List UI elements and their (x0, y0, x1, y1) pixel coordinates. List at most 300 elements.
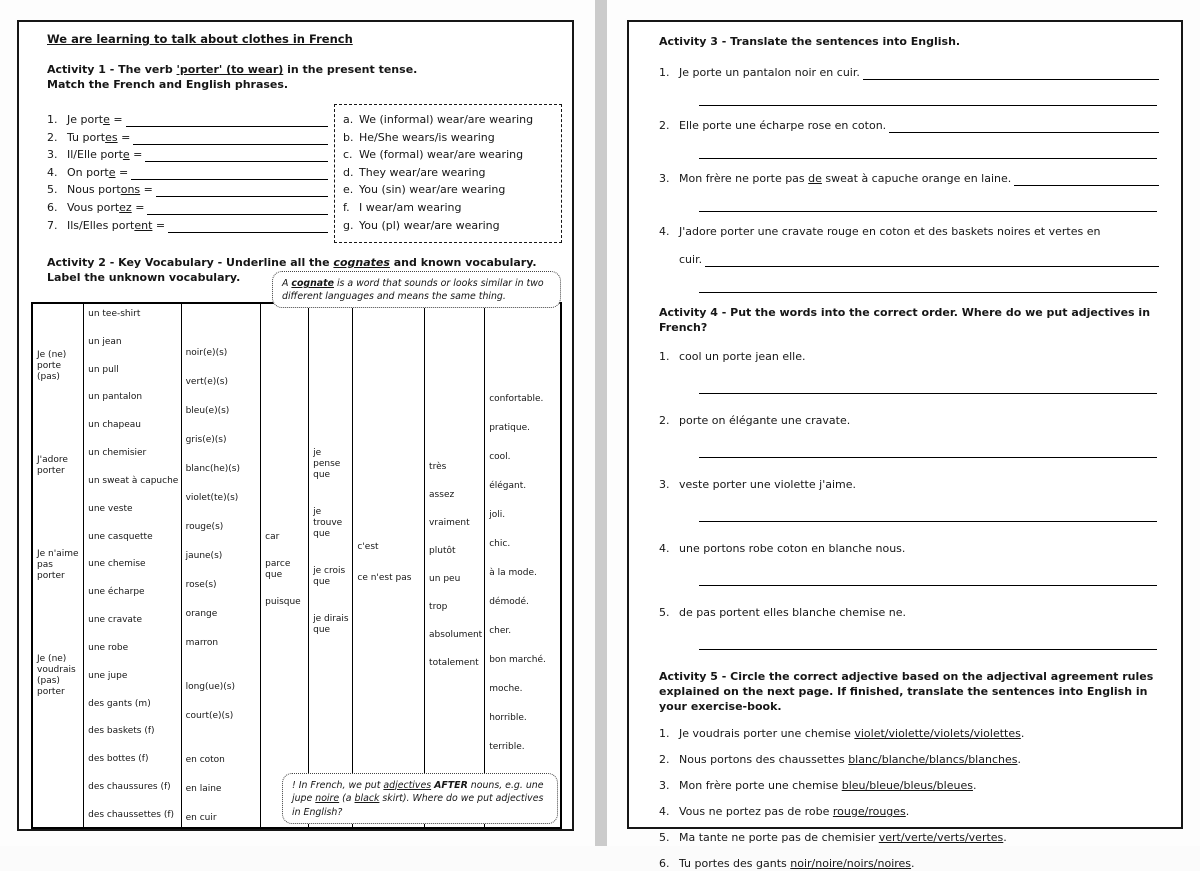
text-segment: We (informal) wear/are wearing (359, 113, 534, 126)
sentence-row (359, 218, 555, 233)
item-number: 3. (659, 478, 670, 491)
text-segment: = (131, 200, 145, 214)
sentence-text (359, 147, 523, 162)
vocab-item: un pantalon (88, 392, 143, 403)
answer-line (705, 254, 1159, 267)
worksheet-item (343, 218, 555, 236)
text-segment: nouns, e.g. une jupe (292, 779, 544, 804)
vocab-item: en cuir (185, 813, 217, 823)
item-number: 3. (659, 172, 670, 185)
sentence-text (67, 182, 153, 197)
item-number: 5. (47, 183, 58, 197)
blank-answer-row (679, 199, 1159, 212)
sentence-row (359, 182, 555, 197)
text-segment: . (905, 805, 910, 818)
vocab-item: une casquette (88, 531, 153, 542)
sentence-row (359, 112, 555, 127)
column-clothing-items (84, 304, 181, 827)
vocab-item: une écharpe (88, 587, 145, 598)
text-segment: cuir. (679, 253, 703, 266)
answer-line (699, 146, 1157, 159)
vocab-item: un chapeau (88, 420, 142, 431)
sentence-text (679, 752, 1021, 767)
text-segment: A (282, 278, 292, 289)
worksheet-item (659, 171, 1159, 212)
vocab-item: J'adore porter (37, 455, 68, 476)
answer-line (699, 445, 1157, 458)
answer-line (699, 509, 1157, 522)
vocab-item: je crois que (313, 566, 346, 587)
vocabulary-table (31, 302, 562, 829)
vocab-item: des baskets (f) (88, 726, 155, 737)
sentence-row (679, 477, 1159, 492)
worksheet-item (659, 118, 1159, 159)
sentence-row (67, 165, 328, 180)
vocab-item: des chaussures (f) (88, 782, 171, 793)
item-number: 1. (47, 113, 58, 126)
vocab-item: à la mode. (489, 568, 537, 578)
vocab-item: des chaussettes (f) (88, 809, 175, 820)
vocab-item: cool. (489, 452, 511, 462)
vocab-item: un peu (429, 574, 461, 584)
text-segment: Activity 1 - The verb (47, 63, 177, 76)
text-segment: You (pl) wear/are wearing (359, 218, 500, 232)
worksheet-item (659, 752, 1159, 767)
vocab-item: démodé. (489, 597, 529, 607)
blank-answer-row (679, 381, 1159, 394)
column-intensifiers (425, 304, 485, 827)
vocab-item: joli. (489, 510, 506, 520)
sentence-text (67, 130, 130, 145)
text-segment: = (109, 113, 123, 126)
text-segment: ons (120, 183, 141, 197)
vocab-item: long(ue)(s) (185, 682, 235, 692)
activity1-heading-line2: Match the French and English phrases. (47, 78, 289, 91)
sentence-text (679, 830, 1007, 845)
text-segment: (a (339, 793, 355, 804)
sentence-text (679, 856, 915, 871)
answer-line (889, 120, 1159, 133)
vocab-item: absolument (429, 630, 483, 640)
text-segment: black (354, 793, 380, 804)
sentence-text (679, 252, 702, 267)
activity1-heading (47, 62, 562, 77)
vocab-item: pratique. (489, 423, 530, 433)
sentence-row (679, 413, 1159, 428)
blank-answer-row (679, 93, 1159, 106)
vocab-item: confortable. (489, 394, 544, 404)
worksheet-page-1 (17, 20, 574, 831)
answer-line (145, 149, 328, 162)
text-segment: . (911, 857, 915, 870)
colour-group (186, 348, 259, 649)
worksheet-item (343, 165, 555, 183)
sentence-text (679, 477, 856, 492)
item-number: e. (343, 183, 354, 197)
text-segment: They wear/are wearing (359, 165, 486, 179)
answer-line (1014, 173, 1159, 186)
text-segment: and known vocabulary. (389, 256, 537, 269)
sentence-text (679, 605, 906, 620)
text-segment: es (105, 130, 118, 144)
worksheet-item (343, 200, 555, 218)
vocab-item: en laine (185, 784, 222, 794)
sentence-row (679, 726, 1159, 741)
vocab-item: une robe (88, 642, 129, 653)
item-number: 3. (659, 779, 670, 792)
column-conjunctions (261, 304, 309, 827)
sentence-text (67, 147, 142, 162)
sentence-text (679, 224, 1100, 239)
vocab-item: un sweat à capuche (88, 475, 179, 486)
sentence-row (679, 752, 1159, 767)
item-number: f. (343, 200, 350, 214)
text-segment: Ma tante ne porte pas de chemisier (679, 831, 879, 844)
text-segment: in the present tense. (283, 63, 418, 76)
sentence-row (679, 171, 1159, 186)
text-segment: veste porter une violette j'aime. (679, 478, 856, 491)
column-pronoun-phrases (33, 304, 84, 827)
text-segment: ez (119, 200, 132, 214)
sentence-row (679, 856, 1159, 871)
sentence-text (679, 778, 976, 793)
vocab-item: horrible. (489, 713, 527, 723)
answer-line (168, 220, 328, 233)
sentence-text (359, 200, 461, 215)
worksheet-item (659, 726, 1159, 741)
sentence-text (67, 218, 165, 233)
text-segment: He/She wears/is wearing (359, 130, 495, 144)
sentence-row (679, 778, 1159, 793)
answer-line (699, 573, 1157, 586)
worksheet-item (343, 112, 555, 130)
item-number: 2. (659, 414, 670, 427)
sentence-row (679, 804, 1159, 819)
vocab-item: moche. (489, 684, 523, 694)
vocab-item: chic. (489, 539, 511, 549)
item-number: 4. (659, 225, 670, 238)
vocab-item: vraiment (429, 518, 470, 528)
text-segment: is a word that sounds or looks similar in two different languages and means the same thing. (282, 278, 544, 302)
text-segment: skirt). Where do we put adjectives in English? (292, 793, 544, 818)
vocab-item: une veste (88, 503, 133, 514)
text-segment: noir/noire/noirs/noires (790, 857, 912, 870)
text-segment: de pas portent elles blanche chemise ne. (679, 606, 906, 619)
activity1-matching-area (47, 100, 562, 243)
sentence-row (679, 349, 1159, 364)
text-segment: adjectives (383, 779, 432, 791)
vocab-item: des bottes (f) (88, 754, 149, 765)
activity4-heading: Activity 4 - Put the words into the correct order. Where do we put adjectives in French? (659, 306, 1151, 334)
answer-line (699, 93, 1157, 106)
item-number: 1. (659, 66, 670, 79)
activity3-heading: Activity 3 - Translate the sentences into English. (659, 35, 961, 48)
vocab-item: ce n'est pas (357, 573, 412, 583)
sentence-text (359, 165, 486, 180)
text-segment: = (140, 183, 153, 197)
activity2-heading (47, 255, 562, 270)
text-segment: = (129, 148, 143, 162)
text-segment: vert/verte/verts/vertes (878, 831, 1004, 844)
activity1-french-list (47, 100, 328, 243)
text-segment: Mon frère ne porte pas (679, 172, 809, 185)
sentence-row (67, 112, 328, 127)
sentence-text (679, 726, 1024, 741)
answer-line (699, 199, 1157, 212)
vocab-item: totalement (429, 658, 479, 668)
vocab-item: car (265, 532, 280, 542)
vocab-item: un jean (88, 336, 122, 347)
vocab-item: orange (185, 609, 218, 619)
item-number: 4. (47, 165, 58, 179)
answer-line (126, 114, 328, 127)
item-number: 5. (659, 606, 670, 619)
worksheet-item (659, 605, 1159, 650)
vocab-item: blanc(he)(s) (185, 464, 240, 474)
item-number: 6. (47, 200, 58, 214)
worksheet-item (659, 541, 1159, 586)
worksheet-item (47, 147, 328, 165)
vocab-item: des gants (m) (88, 698, 151, 709)
vocab-item: puisque (265, 597, 301, 607)
adjective-position-note (282, 773, 558, 825)
text-segment: = (117, 130, 131, 144)
text-segment: cognate (291, 278, 334, 289)
sentence-text (359, 112, 533, 127)
activity5-heading: Activity 5 - Circle the correct adjective based on the adjectival agreement rules explained on the next page. If finished, translate the sentences into English in your exercise-book. (659, 670, 1154, 713)
page-title: We are learning to talk about clothes in French (47, 32, 353, 46)
text-segment: Je port (67, 113, 104, 126)
activity5-items (659, 726, 1159, 871)
column-opinion-openers (309, 304, 353, 827)
text-segment: . (1020, 727, 1025, 740)
vocab-item: court(e)(s) (185, 711, 234, 721)
vocab-item: je pense que (313, 448, 341, 480)
text-segment: sweat à capuche orange en laine. (821, 172, 1012, 185)
item-number: 6. (659, 857, 670, 870)
sentence-text (679, 413, 850, 428)
text-segment: . (1003, 831, 1007, 844)
text-segment: Je voudrais porter une chemise (679, 727, 855, 740)
sentence-row (67, 130, 328, 145)
activity2-section (31, 255, 562, 829)
text-segment: e (122, 148, 130, 162)
blank-answer-row (679, 637, 1159, 650)
sentence-row (679, 830, 1159, 845)
sentence-text (67, 112, 123, 127)
column-adjectives (485, 304, 560, 827)
vocab-item: trop (429, 602, 448, 612)
text-segment: Tu portes des gants (679, 857, 791, 870)
vocab-item: plutôt (429, 546, 456, 556)
vocab-item: gris(e)(s) (185, 435, 227, 445)
worksheet-item (343, 130, 555, 148)
vocab-item: vert(e)(s) (185, 377, 228, 387)
blank-answer-row (679, 445, 1159, 458)
vocab-item: violet(te)(s) (185, 493, 239, 503)
worksheet-item (47, 182, 328, 200)
vocab-item: terrible. (489, 742, 525, 752)
vocab-item: cher. (489, 626, 512, 636)
sentence-row (67, 147, 328, 162)
text-segment: ! In French, we put (292, 779, 384, 791)
blank-answer-row (679, 280, 1159, 293)
sentence-text (67, 165, 128, 180)
sentence-row (67, 218, 328, 233)
worksheet-item (47, 130, 328, 148)
sentence-text (679, 349, 806, 364)
vocab-item: assez (429, 490, 455, 500)
vocab-item: noir(e)(s) (185, 348, 228, 358)
sentence-text (359, 182, 505, 197)
sentence-row (679, 118, 1159, 133)
item-number: b. (343, 130, 354, 144)
sentence-text (359, 218, 500, 233)
answer-line (147, 202, 328, 215)
sentence-row (679, 605, 1159, 620)
answer-line (133, 132, 328, 145)
page-gap-divider (595, 0, 607, 846)
activity3-items (659, 65, 1159, 293)
sentence-row (359, 130, 555, 145)
item-number: 2. (659, 753, 670, 766)
material-group (186, 755, 259, 824)
item-number: a. (343, 113, 354, 126)
sentence-row (679, 65, 1159, 80)
worksheet-item (659, 804, 1159, 819)
item-number: g. (343, 218, 354, 232)
vocab-item: Je (ne) porte (pas) (37, 350, 67, 382)
sentence-row (679, 224, 1159, 239)
item-number: 4. (659, 805, 670, 818)
answer-line (699, 381, 1157, 394)
text-segment: blanc/blanche/blancs/blanches (848, 753, 1018, 766)
text-segment: noire (315, 793, 340, 804)
text-segment: cognates (333, 256, 390, 269)
worksheet-item (47, 112, 328, 130)
text-segment: Nous port (67, 183, 121, 197)
worksheet-item (343, 182, 555, 200)
item-number: 2. (47, 130, 58, 144)
blank-answer-row (679, 146, 1159, 159)
vocab-item: bon marché. (489, 655, 546, 665)
sentence-row (67, 200, 328, 215)
activity2-heading-line2: Label the unknown vocabulary. (47, 271, 241, 284)
text-segment: Je porte un pantalon noir en cuir. (679, 66, 860, 79)
vocab-item: je trouve que (313, 507, 343, 539)
worksheet-item (47, 200, 328, 218)
worksheet-item (47, 218, 328, 236)
text-segment: Nous portons des chaussettes (679, 753, 849, 766)
vocab-item: c'est (357, 542, 379, 552)
worksheet-item (659, 349, 1159, 394)
vocab-item: un tee-shirt (88, 309, 141, 319)
length-group (186, 682, 259, 722)
text-segment: = (152, 218, 166, 232)
text-segment: une portons robe coton en blanche nous. (679, 542, 906, 555)
text-segment: Il/Elle port (67, 148, 123, 162)
blank-answer-row (679, 509, 1159, 522)
item-number: 3. (47, 148, 58, 162)
sentence-row (679, 541, 1159, 556)
vocab-item: très (429, 462, 447, 472)
sentence-row (67, 182, 328, 197)
vocab-item: bleu(e)(s) (185, 406, 230, 416)
item-number: d. (343, 165, 354, 179)
item-number: c. (343, 148, 353, 162)
sentence-text (359, 130, 495, 145)
sentence-text (679, 171, 1011, 186)
activity4-items (659, 349, 1159, 650)
vocab-item: un chemisier (88, 448, 147, 459)
sentence-text (67, 200, 144, 215)
activity1-english-options-box (334, 104, 562, 243)
sentence-text (679, 541, 905, 556)
vocab-item: jaune(s) (185, 551, 223, 561)
text-segment: J'adore porter une cravate rouge en coton et des baskets noires et vertes en (679, 225, 1101, 238)
text-segment: Vous ne portez pas de robe (679, 805, 833, 818)
text-segment: You (sin) wear/are wearing (359, 183, 506, 197)
vocab-item: une chemise (88, 559, 146, 570)
text-segment: porte on élégante une cravate. (679, 414, 851, 427)
answer-line (699, 637, 1157, 650)
text-segment: ent (134, 218, 153, 232)
vocab-item: marron (185, 638, 219, 648)
worksheet-item (659, 224, 1159, 293)
blank-answer-row (679, 573, 1159, 586)
item-number: 5. (659, 831, 670, 844)
sentence-text (679, 804, 909, 819)
vocab-item: une cravate (88, 615, 142, 626)
worksheet-item (659, 65, 1159, 106)
text-segment: Elle porte une écharpe rose en coton. (679, 119, 887, 132)
text-segment: Mon frère porte une chemise (679, 779, 842, 792)
vocab-item: une jupe (88, 670, 128, 681)
text-segment: e (108, 165, 116, 179)
text-segment: . (972, 779, 977, 792)
item-number: 4. (659, 542, 670, 555)
answer-line (156, 184, 328, 197)
sentence-row (359, 165, 555, 180)
vocab-item: je dirais que (313, 614, 349, 635)
item-number: 1. (659, 350, 670, 363)
worksheet-item (659, 856, 1159, 871)
worksheet-item (659, 477, 1159, 522)
worksheet-item (659, 413, 1159, 458)
item-number: 1. (659, 727, 670, 740)
vocab-item: en coton (185, 755, 225, 765)
vocab-item: un pull (88, 364, 119, 375)
text-segment: bleu/bleue/bleus/bleues (841, 779, 973, 792)
worksheet-page-2 (627, 20, 1183, 870)
item-number: 2. (659, 119, 670, 132)
answer-line (131, 167, 328, 180)
text-segment: 'porter' (to wear) (176, 63, 284, 76)
text-segment: On port (67, 165, 109, 179)
sentence-row (359, 200, 555, 215)
text-segment: cool un porte jean elle. (679, 350, 806, 363)
column-colours-and-materials (182, 304, 262, 827)
text-segment: . (1017, 753, 1021, 766)
sentence-text (679, 118, 886, 133)
text-segment: Vous port (67, 200, 120, 214)
text-segment: = (115, 165, 129, 179)
answer-line (699, 280, 1157, 293)
vocab-item: élégant. (489, 481, 527, 491)
text-segment: Ils/Elles port (67, 218, 135, 232)
text-segment: We (formal) wear/are wearing (359, 148, 524, 162)
text-segment: Activity 2 - Key Vocabulary - Underline all the (47, 256, 334, 269)
